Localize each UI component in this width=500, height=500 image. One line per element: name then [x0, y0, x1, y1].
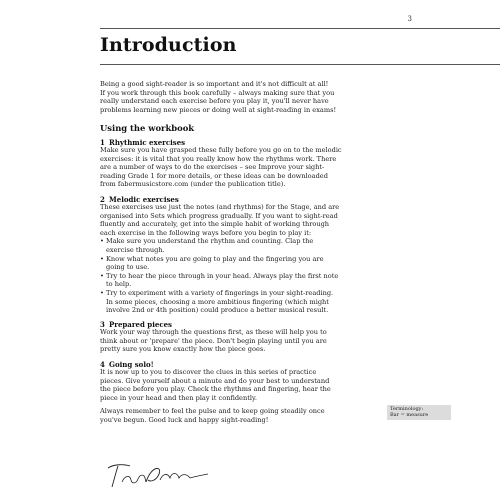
section-heading: Using the workbook — [100, 123, 195, 133]
terminology-label: Terminology: — [390, 406, 424, 412]
body-line: from fabermusicstore.com (under the publication title). — [100, 180, 286, 189]
closing-paragraph — [100, 407, 362, 424]
author-signature — [100, 460, 210, 490]
section-4-body — [100, 368, 362, 402]
bullet-item: • Try to hear the piece through in your head. Always play the first note — [100, 271, 339, 280]
section-title: Melodic exercises — [109, 195, 179, 204]
closing-line: you've begun. Good luck and happy sight-reading! — [100, 415, 269, 424]
body-line: pretty sure you know exactly how the piece goes. — [100, 345, 266, 354]
bullet-dot: • — [100, 271, 104, 280]
top-rule — [100, 28, 500, 29]
section-title: Prepared pieces — [109, 320, 172, 329]
page-title: Introduction — [100, 34, 237, 56]
body-line: It is now up to you to discover the clues in this series of practice — [100, 368, 317, 376]
section-number: 2 — [100, 195, 105, 204]
body-line: pieces. Give yourself about a minute and do your best to understand — [100, 376, 330, 385]
bullet-dot: • — [100, 288, 104, 297]
body-line: Make sure you have grasped these fully before you go on to the melodic — [100, 146, 342, 154]
bullet-item: • Know what notes you are going to play and the fingering you are — [100, 254, 324, 263]
section-title: Going solo! — [109, 360, 154, 369]
bullet-dot: • — [100, 254, 104, 263]
section-number: 4 — [100, 360, 105, 369]
bullet-continuation: going to use. — [106, 263, 150, 272]
bullet-item: • Try to experiment with a variety of fingerings in your sight-reading. — [100, 288, 334, 297]
terminology-term: Bar = measure — [390, 412, 429, 419]
page-number: 3 — [407, 15, 412, 23]
section-1-body — [100, 146, 362, 189]
terminology-sidebar — [387, 405, 451, 420]
intro-line: problems learning new pieces or doing well at sight-reading in exams! — [100, 105, 337, 114]
bullet-item: • Make sure you understand the rhythm and counting. Clap the — [100, 237, 314, 246]
closing-line: Always remember to feel the pulse and to keep going steadily once — [100, 407, 325, 415]
intro-line: If you work through this book carefully – always making sure that you — [100, 88, 335, 97]
intro-line: Being a good sight-reader is so important and it's not difficult at all! — [100, 80, 329, 88]
bullet-continuation: involve 2nd or 4th position) could produce a better musical result. — [106, 306, 329, 315]
title-rule — [100, 64, 500, 65]
body-line: exercises: it is vital that you really know how the rhythms work. There — [100, 154, 337, 163]
body-line: each exercise in the following ways before you begin to play it: — [100, 228, 312, 237]
section-2-body — [100, 203, 362, 315]
body-line: piece in your head and then play it confidently. — [100, 393, 257, 402]
section-number: 1 — [100, 138, 105, 147]
bullet-continuation: exercise through. — [106, 245, 165, 254]
section-3-body — [100, 328, 362, 354]
body-line: organised into Sets which progress gradually. If you want to sight-read — [100, 211, 338, 220]
body-line: are a number of ways to do the exercises – see Improve your sight- — [100, 163, 325, 172]
intro-line: really understand each exercise before you play it, you'll never have — [100, 97, 329, 106]
body-line: fluently and accurately, get into the simple habit of working through — [100, 220, 330, 229]
bullet-dot: • — [100, 237, 104, 246]
body-line: Work your way through the questions first, as these will help you to — [100, 328, 327, 336]
intro-paragraph — [100, 80, 362, 114]
body-line: think about or 'prepare' the piece. Don't begin playing until you are — [100, 336, 327, 345]
section-number: 3 — [100, 320, 105, 329]
section-title: Rhythmic exercises — [109, 138, 186, 147]
body-line: reading Grade 1 for more details, or these ideas can be downloaded — [100, 171, 328, 180]
body-line: the piece before you play. Check the rhythms and fingering, hear the — [100, 385, 331, 394]
body-line: These exercises use just the notes (and rhythms) for the Stage, and are — [100, 203, 340, 211]
bullet-continuation: to help. — [106, 280, 132, 289]
bullet-continuation: In some pieces, choosing a more ambitious fingering (which might — [106, 297, 329, 306]
